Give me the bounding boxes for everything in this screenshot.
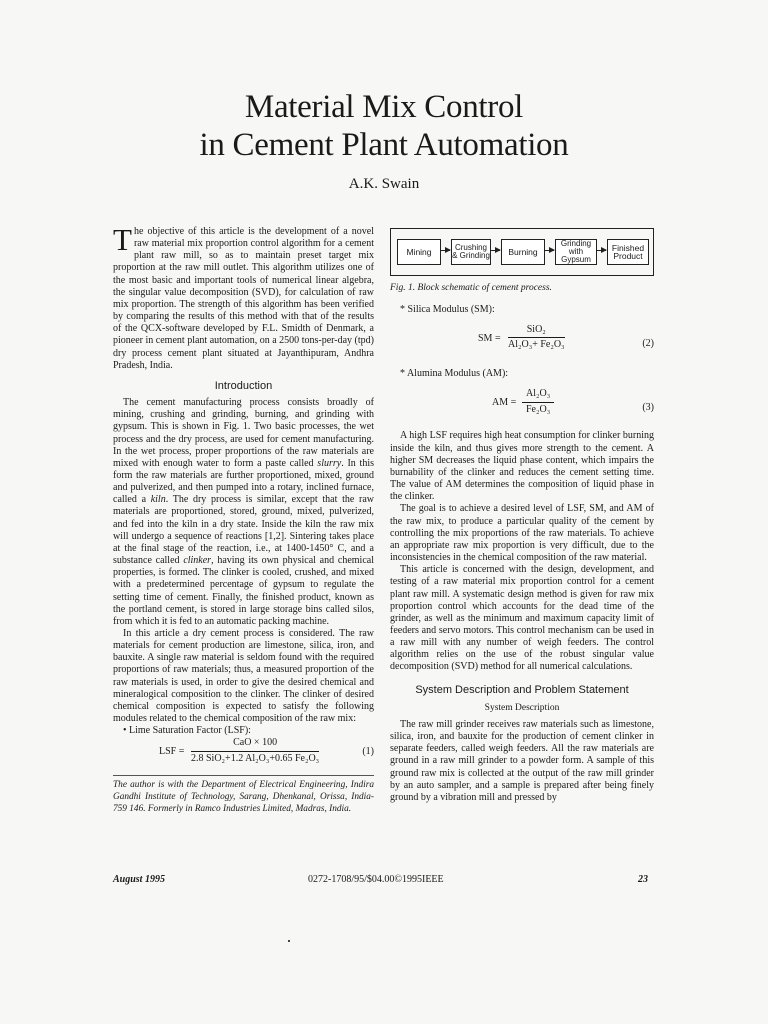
left-column — [113, 222, 374, 815]
sm-bullet: * Silica Modulus (SM): — [400, 304, 495, 316]
intro-paragraph-1: The cement manufacturing process consists broadly of mining, crushing and grinding, burning, and grinding with gypsum. This is shown in Fig. 1. Two basic processes, the wet process and the dry process, are used for cement manufacturing. In the wet process, proper proportions of the raw materials are mixed with enough water to form a paste called slurry. In this form the raw materials are further proportioned, mixed, ground and pulverized, and then pumped into a rotary, inclined furnace, called a kiln. The dry process is similar, except that the raw materials are proportioned, stored, ground, mixed, pulverized, and fed into the kiln in a dry state. Inside the kiln the raw mix will undergo a sequence of reactions [1,2]. Sintering takes place at the final stage of the reaction, i.e., at 1400-1450° C, and a substance called clinker, having its own physical and chemical properties, is formed. The clinker is cooled, crushed, and mixed with a predetermined percentage of gypsum to regulate the setting time of cement. Finally, the finished product, known as the portland cement, is stored in large storage bins called silos, from which it is fed to an automatic packing machine. — [113, 397, 374, 627]
arrow-right-icon — [596, 250, 606, 251]
arrow-right-icon — [490, 250, 500, 251]
lsf-denominator: 2.8 SiO₂+1.2 Al₂O₃+0.65 Fe₂O₃ — [191, 752, 320, 764]
block-mining: Mining — [397, 239, 441, 265]
abstract-text: he objective of this article is the development of a novel raw material mix proportion control algorithm for a cement plant raw mill, so as to maintain preset target mix proportion at the raw mill outlet. This algorithm utilizes one of the most basic and important tools of numerical linear algebra, the singular value decomposition (SVD), for calculation of raw mix proportion. The strength of this algorithm has been verified by comparing the results of this method with that of the results of the QCX-software developed by F.L. Smidth of Denmark, a pioneer in cement plant automation, on a 2500 tons-per-day (tpd) dry process cement plant situated at Jayanthipuram, Andhra Pradesh, India. — [113, 226, 374, 371]
author-footnote: The author is with the Department of Electrical Engineering, Indira Gandhi Institute of Technology, Sarang, Dhenkanal, Orissa, India-759 146. Formerly in Ramco Industries Limited, Madras, India. — [113, 775, 374, 815]
title-line-2: in Cement Plant Automation — [199, 127, 569, 163]
equation-number-3: (3) — [642, 402, 654, 414]
right-paragraph-1: A high LSF requires high heat consumption for clinker burning inside the kiln, and thus gives more strength to the cement. A higher SM decreases the liquid phase content, which impairs the burnability of the clinker and reduces the cement setting time. The value of AM determines the composition of liquid phase in the clinker. — [390, 430, 654, 503]
am-fraction — [522, 388, 554, 415]
equation-lsf — [113, 737, 374, 767]
figure-1-caption: Fig. 1. Block schematic of cement process. — [390, 283, 552, 293]
section-heading-system: System Description and Problem Statement — [415, 683, 629, 696]
intro-paragraph-2: In this article a dry cement process is considered. The raw materials for cement production are limestone, silica, iron, and bauxite. A single raw material is seldom found with the required proportions of raw materials; thus, a measured proportion of the raw materials is used, in order to give the desired chemical and mineralogical composition to the clinker. The clinker of desired chemical composition is expected to satisfy the following modules related to the chemical composition of the raw mix: — [113, 628, 374, 725]
scan-speck — [288, 940, 290, 942]
sm-numerator: SiO₂ — [508, 324, 565, 338]
abstract — [113, 222, 374, 372]
am-lhs: AM = — [492, 397, 517, 409]
right-paragraph-2: The goal is to achieve a desired level of LSF, SM, and AM of the raw mix, to produce a particular quality of the cement by controlling the mix proportions of the raw materials. To achieve an appropriate raw mix proportion is very difficult, due to the inconsistencies in the chemical composition of the raw material. — [390, 503, 654, 564]
sm-fraction — [508, 324, 565, 351]
sm-lhs: SM = — [478, 333, 501, 345]
arrow-right-icon — [440, 250, 450, 251]
block-crushing-grinding: Crushing & Grinding — [451, 239, 491, 265]
block-grinding-gypsum: Grinding with Gypsum — [555, 239, 597, 265]
drop-cap: T — [113, 222, 132, 257]
author-name: A.K. Swain — [348, 176, 420, 192]
lsf-bullet: • Lime Saturation Factor (LSF): — [123, 725, 251, 737]
right-paragraph-3: This article is concerned with the design, development, and testing of a raw material mix proportion control for a cement plant raw mill. A systematic design method is given for raw mix proportion control which accounts for the dead time of the grinder, as well as the minimum and maximum capacity limit of feeders and servo motors. This control mechanism can be used in a raw mill with any number of weigh feeders. The control algorithm relies on the use of the robust singular value decomposition (SVD) method for all numerical calculations. — [390, 564, 654, 673]
am-denominator: Fe₂O₃ — [526, 403, 551, 415]
block-finished-product: Finished Product — [607, 239, 649, 265]
lsf-numerator: CaO × 100 — [191, 737, 319, 751]
equation-am — [390, 388, 654, 418]
am-numerator: Al₂O₃ — [522, 388, 554, 402]
am-bullet: * Alumina Modulus (AM): — [400, 368, 509, 380]
right-column — [390, 226, 654, 804]
sm-denominator: Al₂O₃+ Fe₂O₃ — [508, 339, 565, 351]
footer-date: August 1995 — [113, 874, 165, 885]
arrow-right-icon — [544, 250, 554, 251]
block-burning: Burning — [501, 239, 545, 265]
section-heading-introduction: Introduction — [214, 379, 273, 392]
title-line-1: Material Mix Control — [244, 89, 524, 125]
equation-number-2: (2) — [642, 338, 654, 350]
footer-code: 0272-1708/95/$04.00©1995IEEE — [308, 874, 444, 885]
lsf-fraction — [191, 737, 319, 764]
equation-number-1: (1) — [362, 746, 374, 758]
equation-sm — [390, 324, 654, 354]
system-paragraph-1: The raw mill grinder receives raw materials such as limestone, silica, iron, and bauxite for the production of cement clinker in separate feeders, called weigh feeders. All the raw materials are ground in a raw mill grinder to a powder form. A sample of this ground raw mix is collected at the output of the raw mill grinder by an auto sampler, and a sample is prepared after being finely ground by a vibration mill and pressed by — [390, 718, 654, 803]
figure-1-block-diagram — [390, 228, 654, 276]
paper-title — [0, 88, 768, 164]
subheading-system-description: System Description — [484, 702, 560, 713]
lsf-lhs: LSF = — [159, 746, 185, 758]
footer-page-number: 23 — [638, 874, 648, 885]
